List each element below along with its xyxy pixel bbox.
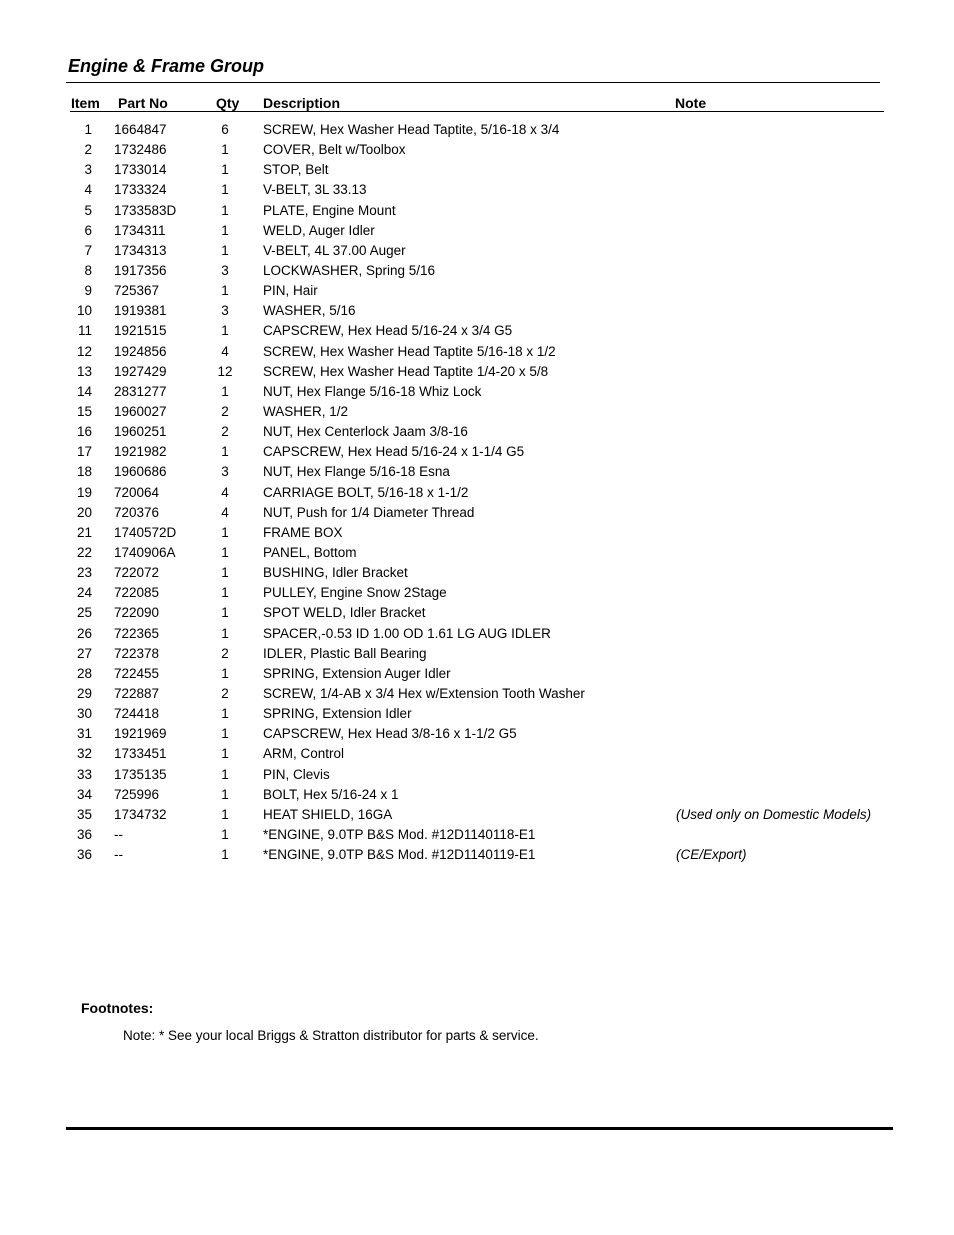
table-row: [0, 141, 954, 161]
description: NUT, Hex Flange 5/16-18 Whiz Lock: [263, 383, 482, 399]
table-row: [0, 625, 954, 645]
part-number: --: [114, 826, 123, 842]
part-number: 1960251: [114, 424, 167, 440]
item-number: 34: [76, 786, 92, 802]
table-row: [0, 322, 954, 342]
header-qty: Qty: [216, 95, 240, 111]
table-row: [0, 584, 954, 604]
part-number: 722090: [114, 605, 160, 621]
part-number: 725367: [114, 283, 160, 299]
quantity: 1: [221, 806, 229, 822]
table-row: [0, 383, 954, 403]
page-title: Engine & Frame Group: [68, 56, 265, 76]
table-row: [0, 343, 954, 363]
item-number: 27: [76, 645, 92, 661]
quantity: 4: [221, 484, 229, 500]
description: CAPSCREW, Hex Head 5/16-24 x 3/4 G5: [263, 323, 513, 339]
quantity: 2: [221, 424, 229, 440]
quantity: 1: [221, 726, 229, 742]
part-number: 720064: [114, 484, 160, 500]
item-number: 26: [76, 625, 92, 641]
part-number: 724418: [114, 706, 160, 722]
quantity: 1: [221, 786, 229, 802]
part-number: 1921515: [114, 323, 167, 339]
part-number: 1960027: [114, 403, 167, 419]
description: HEAT SHIELD, 16GA: [263, 806, 393, 822]
table-row: [0, 463, 954, 483]
quantity: 1: [221, 847, 229, 863]
description: SPOT WELD, Idler Bracket: [263, 605, 426, 621]
table-row: [0, 222, 954, 242]
quantity: 1: [221, 383, 229, 399]
description: CAPSCREW, Hex Head 5/16-24 x 1-1/4 G5: [263, 444, 525, 460]
part-number: 722085: [114, 585, 160, 601]
table-row: [0, 262, 954, 282]
table-row: [0, 826, 954, 846]
part-number: 1927429: [114, 363, 167, 379]
item-number: 2: [84, 142, 92, 158]
part-number: 1733014: [114, 162, 167, 178]
item-number: 22: [76, 544, 92, 560]
part-number: 1733583D: [114, 202, 177, 218]
note: (Used only on Domestic Models): [676, 806, 872, 822]
description: WASHER, 5/16: [263, 303, 356, 319]
part-number: 1734313: [114, 242, 167, 258]
item-number: 10: [76, 303, 92, 319]
part-number: 1740572D: [114, 524, 177, 540]
description: NUT, Hex Flange 5/16-18 Esna: [263, 464, 450, 480]
table-row: [0, 302, 954, 322]
table-row: [0, 202, 954, 222]
description: STOP, Belt: [263, 162, 329, 178]
part-number: 1740906A: [114, 544, 176, 560]
note: (CE/Export): [676, 847, 747, 863]
table-row: [0, 504, 954, 524]
part-number: 1921969: [114, 726, 167, 742]
table-row: [0, 121, 954, 141]
item-number: 13: [76, 363, 92, 379]
item-number: 31: [76, 726, 92, 742]
item-number: 32: [76, 746, 92, 762]
description: PANEL, Bottom: [263, 544, 357, 560]
table-row: [0, 725, 954, 745]
item-number: 28: [76, 665, 92, 681]
description: *ENGINE, 9.0TP B&S Mod. #12D1140119-E1: [263, 847, 536, 863]
table-row: [0, 282, 954, 302]
item-number: 4: [84, 182, 92, 198]
quantity: 1: [221, 283, 229, 299]
quantity: 1: [221, 746, 229, 762]
quantity: 1: [221, 826, 229, 842]
table-row: [0, 766, 954, 786]
description: SCREW, 1/4-AB x 3/4 Hex w/Extension Tooth Washer: [263, 685, 585, 701]
description: COVER, Belt w/Toolbox: [263, 142, 406, 158]
quantity: 1: [221, 182, 229, 198]
description: PLATE, Engine Mount: [263, 202, 396, 218]
quantity: 1: [221, 665, 229, 681]
description: SPRING, Extension Idler: [263, 706, 412, 722]
item-number: 25: [76, 605, 92, 621]
description: ARM, Control: [263, 746, 345, 762]
item-number: 18: [76, 464, 92, 480]
table-row: [0, 604, 954, 624]
part-number: 1919381: [114, 303, 167, 319]
title-divider: [66, 82, 880, 83]
item-number: 23: [76, 565, 92, 581]
item-number: 6: [84, 222, 92, 238]
part-number: 722887: [114, 685, 160, 701]
header-divider: [70, 111, 884, 112]
part-number: 1921982: [114, 444, 167, 460]
quantity: 1: [221, 242, 229, 258]
table-row: [0, 443, 954, 463]
part-number: 1917356: [114, 262, 167, 278]
table-row: [0, 745, 954, 765]
item-number: 14: [76, 383, 92, 399]
table-row: [0, 161, 954, 181]
item-number: 17: [76, 444, 92, 460]
quantity: 2: [221, 685, 229, 701]
description: *ENGINE, 9.0TP B&S Mod. #12D1140118-E1: [263, 826, 536, 842]
table-row: [0, 665, 954, 685]
description: V-BELT, 3L 33.13: [263, 182, 367, 198]
quantity: 1: [221, 565, 229, 581]
quantity: 1: [221, 222, 229, 238]
part-number: 1733324: [114, 182, 167, 198]
table-row: [0, 181, 954, 201]
quantity: 12: [217, 363, 233, 379]
description: PIN, Clevis: [263, 766, 330, 782]
quantity: 1: [221, 766, 229, 782]
quantity: 3: [221, 262, 229, 278]
header-item: Item: [71, 95, 100, 111]
table-row: [0, 806, 954, 826]
table-row: [0, 705, 954, 725]
part-number: 2831277: [114, 383, 167, 399]
part-number: 722072: [114, 565, 160, 581]
item-number: 24: [76, 585, 92, 601]
item-number: 9: [84, 283, 92, 299]
header-part-no: Part No: [118, 95, 168, 111]
table-row: [0, 242, 954, 262]
description: SCREW, Hex Washer Head Taptite, 5/16-18 x 3/4: [263, 122, 560, 137]
item-number: 12: [76, 343, 92, 359]
description: V-BELT, 4L 37.00 Auger: [263, 242, 406, 258]
description: WASHER, 1/2: [263, 403, 349, 419]
description: PIN, Hair: [263, 283, 318, 299]
table-row: [0, 524, 954, 544]
footnotes-heading: Footnotes:: [81, 1000, 154, 1016]
quantity: 3: [221, 464, 229, 480]
item-number: 8: [84, 262, 92, 278]
description: BOLT, Hex 5/16-24 x 1: [263, 786, 399, 802]
item-number: 1: [84, 122, 92, 137]
part-number: 722455: [114, 665, 160, 681]
part-number: 720376: [114, 504, 160, 520]
quantity: 1: [221, 585, 229, 601]
item-number: 30: [76, 706, 92, 722]
item-number: 29: [76, 685, 92, 701]
item-number: 35: [76, 806, 92, 822]
item-number: 21: [76, 524, 92, 540]
part-number: --: [114, 847, 123, 863]
item-number: 11: [77, 323, 92, 339]
description: PULLEY, Engine Snow 2Stage: [263, 585, 447, 601]
item-number: 19: [76, 484, 92, 500]
item-number: 33: [76, 766, 92, 782]
description: SCREW, Hex Washer Head Taptite 5/16-18 x 1/2: [263, 343, 556, 359]
table-row: [0, 786, 954, 806]
description: NUT, Hex Centerlock Jaam 3/8-16: [263, 424, 468, 440]
part-number: 1735135: [114, 766, 167, 782]
description: SPRING, Extension Auger Idler: [263, 665, 451, 681]
quantity: 1: [221, 202, 229, 218]
description: BUSHING, Idler Bracket: [263, 565, 408, 581]
table-row: [0, 544, 954, 564]
item-number: 5: [84, 202, 92, 218]
item-number: 36: [76, 826, 92, 842]
description: CARRIAGE BOLT, 5/16-18 x 1-1/2: [263, 484, 469, 500]
item-number: 15: [76, 403, 92, 419]
table-row: [0, 685, 954, 705]
description: IDLER, Plastic Ball Bearing: [263, 645, 427, 661]
description: NUT, Push for 1/4 Diameter Thread: [263, 504, 475, 520]
table-row: [0, 484, 954, 504]
quantity: 1: [221, 625, 229, 641]
bottom-divider: [66, 1127, 893, 1130]
table-row: [0, 846, 954, 866]
item-number: 3: [84, 162, 92, 178]
footnote-text: Note: * See your local Briggs & Stratton distributor for parts & service.: [123, 1028, 539, 1043]
item-number: 7: [84, 242, 92, 258]
quantity: 1: [221, 544, 229, 560]
header-note: Note: [675, 95, 707, 111]
quantity: 6: [221, 122, 229, 137]
quantity: 1: [221, 706, 229, 722]
quantity: 1: [221, 323, 229, 339]
description: FRAME BOX: [263, 524, 343, 540]
item-number: 36: [76, 847, 92, 863]
quantity: 1: [221, 162, 229, 178]
part-number: 722365: [114, 625, 160, 641]
part-number: 1732486: [114, 142, 167, 158]
part-number: 1734311: [114, 222, 166, 238]
table-row: [0, 645, 954, 665]
quantity: 4: [221, 504, 229, 520]
part-number: 1924856: [114, 343, 167, 359]
item-number: 16: [76, 424, 92, 440]
description: SPACER,-0.53 ID 1.00 OD 1.61 LG AUG IDLER: [263, 625, 551, 641]
header-description: Description: [263, 95, 341, 111]
quantity: 1: [221, 605, 229, 621]
table-row: [0, 423, 954, 443]
part-number: 1664847: [114, 122, 167, 137]
parts-table: [0, 121, 954, 866]
table-row: [0, 403, 954, 423]
quantity: 1: [221, 142, 229, 158]
part-number: 1734732: [114, 806, 167, 822]
item-number: 20: [76, 504, 92, 520]
quantity: 2: [221, 645, 229, 661]
description: WELD, Auger Idler: [263, 222, 375, 238]
quantity: 3: [221, 303, 229, 319]
part-number: 725996: [114, 786, 160, 802]
description: CAPSCREW, Hex Head 3/8-16 x 1-1/2 G5: [263, 726, 517, 742]
description: LOCKWASHER, Spring 5/16: [263, 262, 436, 278]
table-row: [0, 564, 954, 584]
quantity: 1: [221, 444, 229, 460]
part-number: 1960686: [114, 464, 167, 480]
quantity: 1: [221, 524, 229, 540]
quantity: 2: [221, 403, 229, 419]
description: SCREW, Hex Washer Head Taptite 1/4-20 x 5/8: [263, 363, 549, 379]
part-number: 1733451: [114, 746, 167, 762]
part-number: 722378: [114, 645, 160, 661]
quantity: 4: [221, 343, 229, 359]
table-row: [0, 363, 954, 383]
